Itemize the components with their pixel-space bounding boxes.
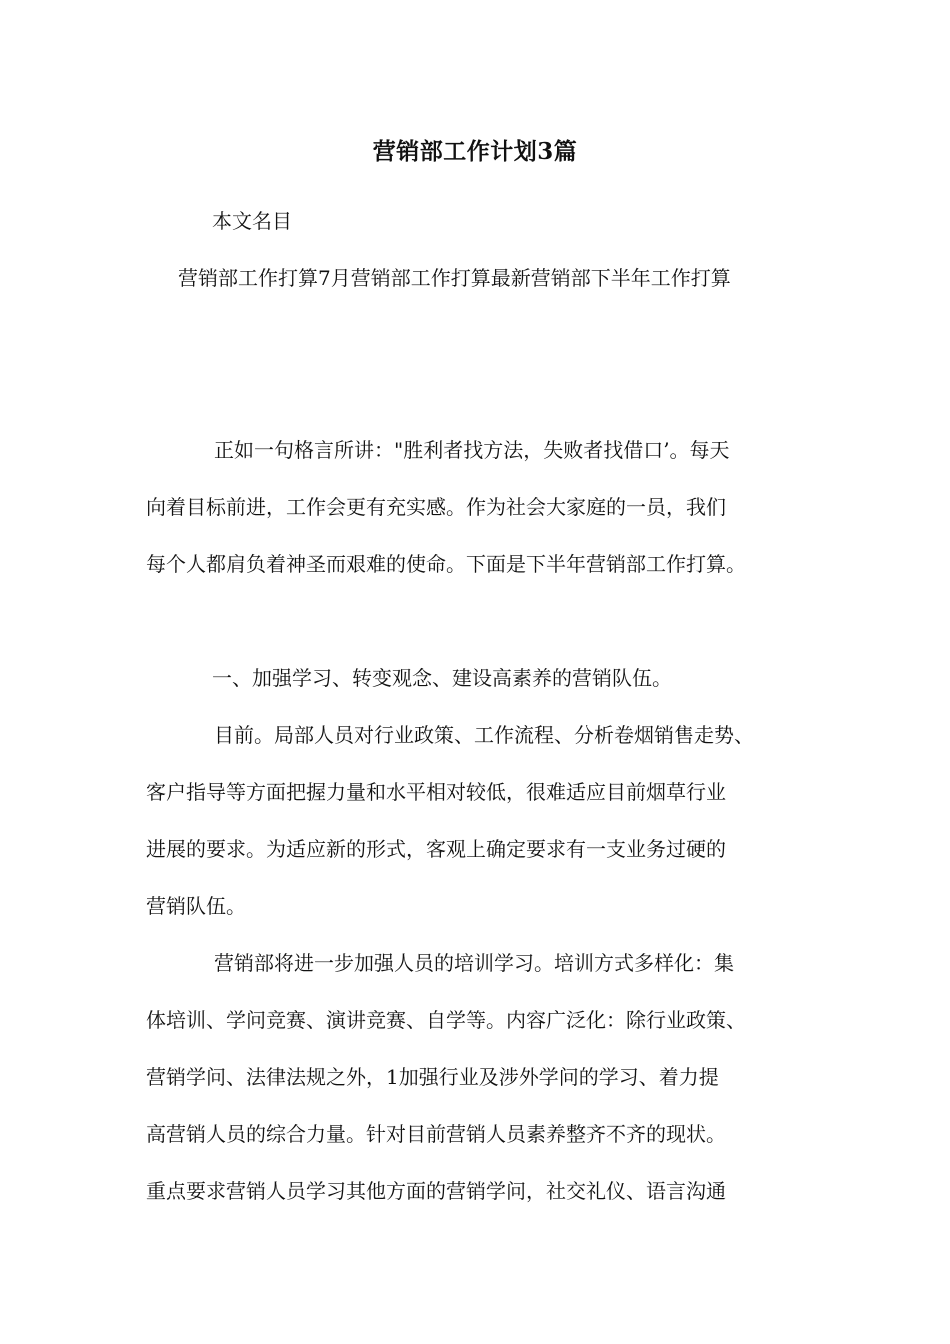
- section-1-p1-line-4: 营销队伍。: [146, 894, 246, 918]
- toc-line: 营销部工作打算7月营销部工作打算最新营销部下半年工作打算: [178, 266, 731, 290]
- section-1-p2-line-4: 高营销人员的综合力量。针对目前营销人员素养整齐不齐的现状。: [146, 1122, 726, 1146]
- intro-line-2: 向着目标前进，工作会更有充实感。作为社会大家庭的一员，我们: [146, 495, 726, 519]
- intro-line-3: 每个人都肩负着神圣而艰难的使命。下面是下半年营销部工作打算。: [146, 552, 746, 576]
- section-1-p1-line-1: 目前。局部人员对行业政策、工作流程、分析卷烟销售走势、: [214, 723, 754, 747]
- section-1-p2-line-3: 营销学问、法律法规之外，1加强行业及涉外学问的学习、着力提: [146, 1065, 719, 1089]
- section-1-p2-line-1: 营销部将进一步加强人员的培训学习。培训方式多样化：集: [214, 951, 734, 975]
- toc-label: 本文名目: [212, 209, 292, 233]
- section-1-p2-line-2: 体培训、学问竞赛、演讲竞赛、自学等。内容广泛化：除行业政策、: [146, 1008, 746, 1032]
- section-1-heading: 一、加强学习、转变观念、建设高素养的营销队伍。: [212, 666, 672, 690]
- intro-line-1: 正如一句格言所讲："胜利者找方法，失败者找借口’。每天: [214, 438, 730, 462]
- section-1-p1-line-3: 进展的要求。为适应新的形式，客观上确定要求有一支业务过硬的: [146, 837, 726, 861]
- document-title: 营销部工作计划3篇: [372, 138, 578, 165]
- section-1-p2-line-5: 重点要求营销人员学习其他方面的营销学问，社交礼仪、语言沟通: [146, 1179, 726, 1203]
- section-1-p1-line-2: 客户指导等方面把握力量和水平相对较低，很难适应目前烟草行业: [146, 780, 726, 804]
